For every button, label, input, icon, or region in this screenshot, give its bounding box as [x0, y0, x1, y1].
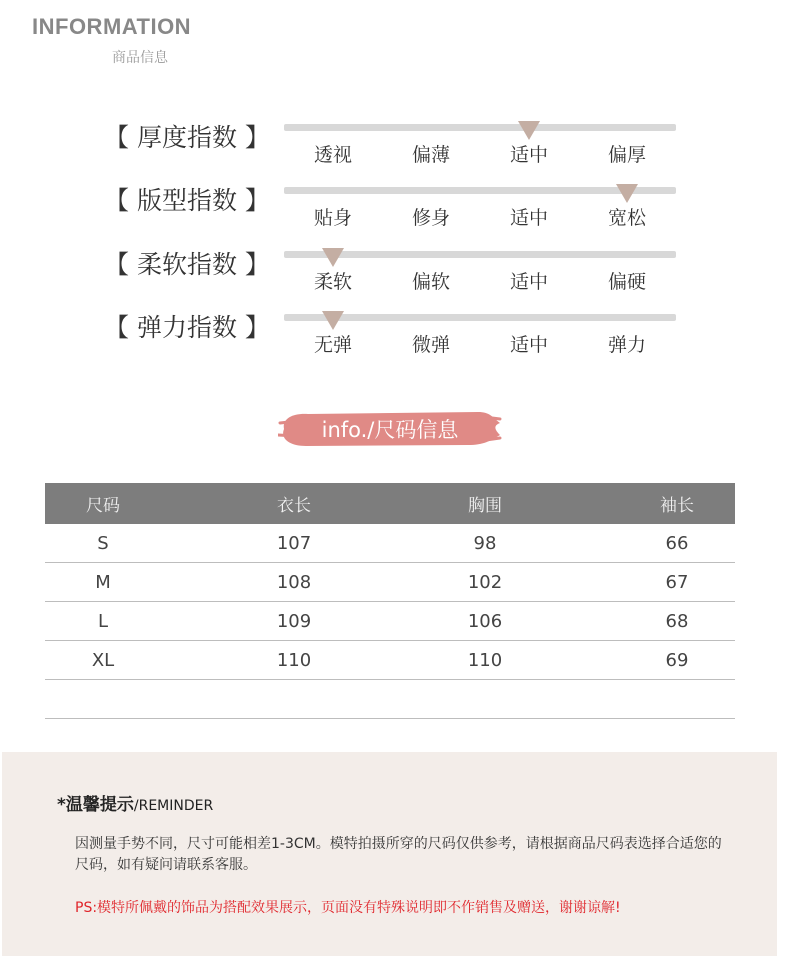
index-option: 贴身	[313, 207, 353, 229]
table-row	[45, 641, 735, 680]
table-row	[45, 524, 735, 563]
table-cell: 67	[665, 571, 689, 593]
index-option: 修身	[411, 207, 451, 229]
table-cell: 102	[467, 571, 503, 593]
index-row-elasticity	[0, 308, 790, 368]
index-option: 宽松	[607, 207, 647, 229]
index-marker-icon	[322, 248, 344, 267]
reminder-panel	[2, 752, 777, 956]
table-cell: S	[97, 532, 109, 554]
table-row	[45, 563, 735, 602]
index-label: 【 版型指数 】	[104, 186, 270, 215]
index-option: 偏硬	[607, 271, 647, 293]
table-cell: 98	[473, 532, 497, 554]
index-option: 柔软	[313, 271, 353, 293]
table-cell: 110	[467, 649, 503, 671]
index-option: 适中	[509, 207, 549, 229]
index-label: 【 弹力指数 】	[104, 313, 270, 342]
table-cell: 109	[276, 610, 312, 632]
reminder-title	[57, 790, 213, 815]
table-cell: 110	[276, 649, 312, 671]
index-option: 微弹	[411, 334, 451, 356]
index-track	[284, 314, 676, 321]
size-info-banner	[278, 409, 502, 449]
index-row-fit	[0, 181, 790, 241]
reminder-title-cn: *温馨提示	[57, 795, 134, 815]
index-track	[284, 251, 676, 258]
table-cell: L	[97, 610, 109, 632]
index-row-thickness	[0, 118, 790, 178]
index-option: 无弹	[313, 334, 353, 356]
table-header-cell: 衣长	[277, 496, 311, 516]
index-option: 偏薄	[411, 144, 451, 166]
table-cell: 69	[665, 649, 689, 671]
table-cell: 106	[467, 610, 503, 632]
table-cell: 68	[665, 610, 689, 632]
index-option: 透视	[313, 144, 353, 166]
table-cell: 66	[665, 532, 689, 554]
index-row-softness	[0, 245, 790, 305]
index-marker-icon	[616, 184, 638, 203]
table-row	[45, 602, 735, 641]
index-track	[284, 124, 676, 131]
index-option: 偏厚	[607, 144, 647, 166]
table-header	[45, 483, 735, 524]
index-option: 弹力	[607, 334, 647, 356]
index-marker-icon	[322, 311, 344, 330]
index-option: 偏软	[411, 271, 451, 293]
reminder-body: 因测量手势不同，尺寸可能相差1-3CM。模特拍摄所穿的尺码仅供参考，请根据商品尺码表选择合适您的尺码，如有疑问请联系客服。	[75, 836, 722, 873]
index-label: 【 厚度指数 】	[104, 123, 270, 152]
table-cell: M	[95, 571, 111, 593]
index-option: 适中	[509, 334, 549, 356]
header-title-en: INFORMATION	[32, 14, 192, 39]
banner-text: info./尺码信息	[321, 418, 459, 442]
table-cell: XL	[91, 649, 115, 671]
header-title-cn: 商品信息	[112, 50, 168, 66]
table-header-cell: 袖长	[660, 496, 694, 516]
reminder-ps: PS:模特所佩戴的饰品为搭配效果展示，页面没有特殊说明即不作销售及赠送，谢谢谅解!	[75, 900, 621, 916]
table-header-cell: 尺码	[86, 496, 120, 516]
index-label: 【 柔软指数 】	[104, 250, 270, 279]
reminder-title-en: /REMINDER	[133, 798, 214, 814]
table-header-cell: 胸围	[468, 496, 502, 516]
table-cell: 108	[276, 571, 312, 593]
index-option: 适中	[509, 144, 549, 166]
table-cell: 107	[276, 532, 312, 554]
index-track	[284, 187, 676, 194]
size-table	[45, 483, 735, 719]
index-option: 适中	[509, 271, 549, 293]
table-row	[45, 680, 735, 719]
index-marker-icon	[518, 121, 540, 140]
